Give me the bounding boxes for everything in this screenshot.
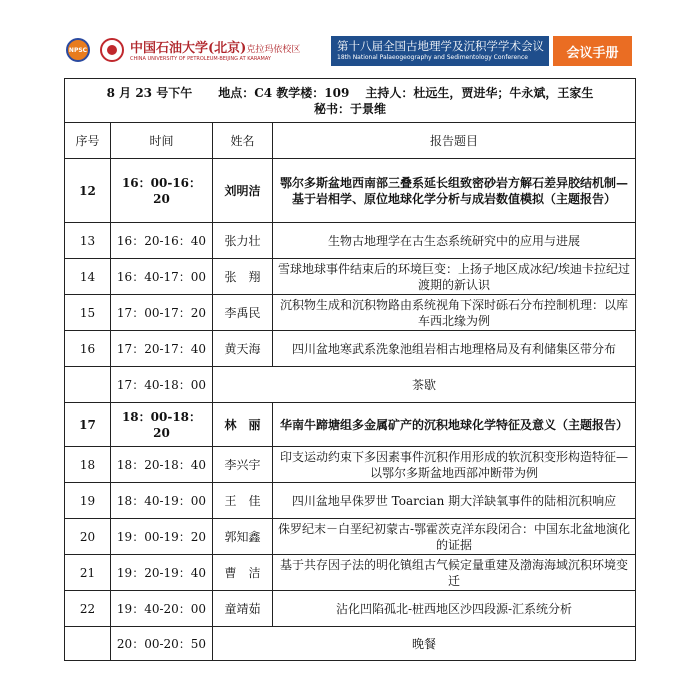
table-row	[65, 555, 636, 591]
campus-name: 克拉玛依校区	[246, 45, 301, 55]
row-name: 王 佳	[213, 483, 273, 519]
table-header-row	[65, 123, 636, 159]
table-row	[65, 223, 636, 259]
row-title: 沾化凹陷孤北-桩西地区沙四段源-汇系统分析	[273, 591, 636, 627]
table-row	[65, 259, 636, 295]
row-time: 16：40-17：00	[111, 259, 213, 295]
conference-title: 第十八届全国古地理学及沉积学学术会议	[337, 39, 544, 53]
row-name: 刘明洁	[213, 159, 273, 223]
row-title: 雪球地球事件结束后的环境巨变：上扬子地区成冰纪/埃迪卡拉纪过渡期的新认识	[273, 259, 636, 295]
table-row	[65, 519, 636, 555]
session-secretary: 秘书：于景维	[313, 101, 386, 116]
university-name-en: CHINA UNIVERSITY OF PETROLEUM-BEIJING AT KARAMAY	[130, 56, 271, 62]
row-time: 16：20-16：40	[111, 223, 213, 259]
row-title: 晚餐	[213, 627, 636, 661]
row-index: 13	[65, 223, 111, 259]
row-name: 林 丽	[213, 403, 273, 447]
row-time: 17：40-18：00	[111, 367, 213, 403]
row-index: 12	[65, 159, 111, 223]
table-row	[65, 403, 636, 447]
row-time: 17：00-17：20	[111, 295, 213, 331]
row-title: 茶歇	[213, 367, 636, 403]
row-index	[65, 627, 111, 661]
row-title: 印支运动约束下多因素事件沉积作用形成的软沉积变形构造特征—以鄂尔多斯盆地西部冲断带为例	[273, 447, 636, 483]
row-time: 18：20-18：40	[111, 447, 213, 483]
npsc-logo-icon: NPSC	[66, 38, 90, 62]
row-title: 侏罗纪末－白垩纪初蒙古-鄂霍茨克洋东段闭合：中国东北盆地演化的证据	[273, 519, 636, 555]
row-index: 18	[65, 447, 111, 483]
row-name: 张 翔	[213, 259, 273, 295]
row-time: 16：00-16：20	[111, 159, 213, 223]
conference-banner	[331, 36, 549, 66]
table-row	[65, 331, 636, 367]
university-name: 中国石油大学(北京)克拉玛依校区	[130, 41, 301, 56]
session-info-row	[65, 79, 636, 123]
schedule-table	[64, 78, 636, 661]
row-time: 18：40-19：00	[111, 483, 213, 519]
row-title: 生物古地理学在古生态系统研究中的应用与进展	[273, 223, 636, 259]
row-name: 童靖茹	[213, 591, 273, 627]
row-time: 19：00-19：20	[111, 519, 213, 555]
column-header-name: 姓名	[213, 123, 273, 159]
column-header-title: 报告题目	[273, 123, 636, 159]
row-index: 19	[65, 483, 111, 519]
session-info	[65, 79, 636, 123]
row-name: 李兴宇	[213, 447, 273, 483]
table-row-break	[65, 627, 636, 661]
session-location: 地点：C4 教学楼：109	[218, 85, 350, 100]
row-index: 20	[65, 519, 111, 555]
session-host: 主持人：杜远生，贾进华；牛永斌，王家生	[365, 85, 594, 100]
row-index: 21	[65, 555, 111, 591]
table-row	[65, 295, 636, 331]
row-index	[65, 367, 111, 403]
row-name: 黄天海	[213, 331, 273, 367]
row-index: 22	[65, 591, 111, 627]
row-index: 14	[65, 259, 111, 295]
manual-badge: 会议手册	[553, 36, 632, 66]
column-header-time: 时间	[111, 123, 213, 159]
conference-title-en: 18th National Palaeogeography and Sedimentology Conference	[337, 54, 528, 61]
row-name: 李禹民	[213, 295, 273, 331]
row-title: 四川盆地早侏罗世 Toarcian 期大洋缺氧事件的陆相沉积响应	[273, 483, 636, 519]
table-row	[65, 159, 636, 223]
row-name: 曹 洁	[213, 555, 273, 591]
page-header	[0, 0, 694, 75]
row-name: 郭知鑫	[213, 519, 273, 555]
row-time: 17：20-17：40	[111, 331, 213, 367]
row-time: 19：40-20：00	[111, 591, 213, 627]
row-index: 16	[65, 331, 111, 367]
table-row	[65, 483, 636, 519]
column-header-index: 序号	[65, 123, 111, 159]
university-seal-icon	[100, 38, 124, 62]
row-name: 张力壮	[213, 223, 273, 259]
table-row	[65, 591, 636, 627]
table-row	[65, 447, 636, 483]
row-time: 19：20-19：40	[111, 555, 213, 591]
row-title: 四川盆地寒武系洗象池组岩相古地理格局及有利储集区带分布	[273, 331, 636, 367]
row-title: 鄂尔多斯盆地西南部三叠系延长组致密砂岩方解石差异胶结机制—基于岩相学、原位地球化学分析与成岩数值模拟（主题报告）	[273, 159, 636, 223]
row-title: 基于共存因子法的明化镇组古气候定量重建及渤海海域沉积环境变迁	[273, 555, 636, 591]
row-title: 沉积物生成和沉积物路由系统视角下深时砾石分布控制机理：以库车西北缘为例	[273, 295, 636, 331]
row-index: 17	[65, 403, 111, 447]
table-row-break	[65, 367, 636, 403]
row-time: 20：00-20：50	[111, 627, 213, 661]
row-time: 18：00-18：20	[111, 403, 213, 447]
session-date: 8 月 23 号下午	[106, 85, 193, 100]
row-title: 华南牛蹄塘组多金属矿产的沉积地球化学特征及意义（主题报告）	[273, 403, 636, 447]
row-index: 15	[65, 295, 111, 331]
